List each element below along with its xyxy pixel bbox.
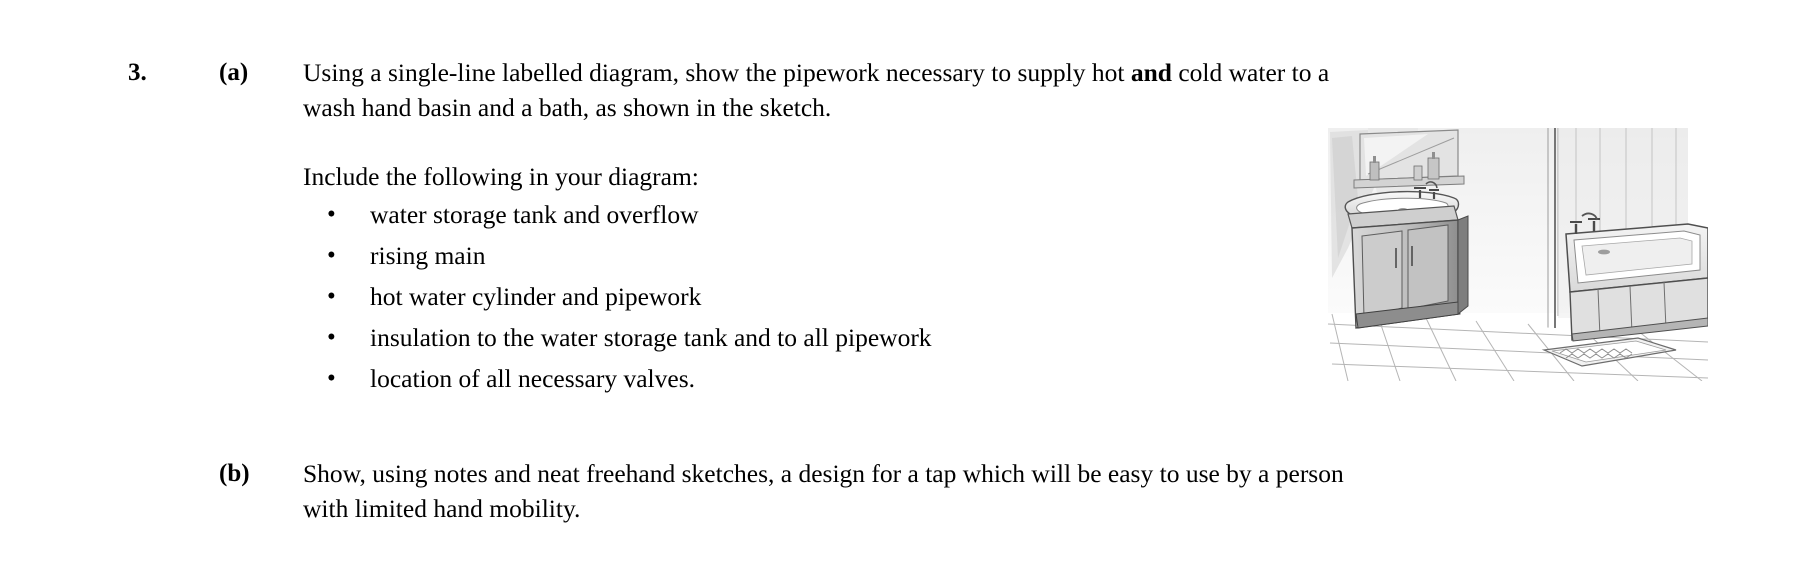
include-heading: Include the following in your diagram: bbox=[303, 162, 699, 191]
part-a-body bbox=[303, 55, 1363, 399]
part-a-intro-tail: cold water to a bbox=[1171, 58, 1330, 87]
bathroom-sketch-svg bbox=[1308, 128, 1708, 381]
bathroom-sketch bbox=[1308, 128, 1708, 381]
part-b-line2: with limited hand mobility. bbox=[303, 494, 581, 523]
part-b-body bbox=[303, 456, 1458, 526]
part-a-intro-lead: Using a single-line labelled diagram, show the pipework necessary to supply hot bbox=[303, 58, 1131, 87]
list-item: • rising main bbox=[303, 235, 1363, 276]
part-a-label: (a) bbox=[219, 59, 249, 86]
question-number: 3. bbox=[128, 59, 147, 86]
part-a-intro-emphasis: and bbox=[1130, 58, 1172, 87]
list-item: • location of all necessary valves. bbox=[303, 358, 1363, 399]
list-item: • hot water cylinder and pipework bbox=[303, 276, 1363, 317]
part-a-intro-line2: wash hand basin and a bath, as shown in the sketch. bbox=[303, 93, 832, 122]
part-a-intro bbox=[303, 55, 1363, 125]
requirements-list bbox=[303, 194, 1363, 399]
part-b-label: (b) bbox=[219, 460, 250, 487]
paragraph-spacer bbox=[303, 125, 1363, 159]
list-item: • insulation to the water storage tank and to all pipework bbox=[303, 317, 1363, 358]
part-b-line1: Show, using notes and neat freehand sketches, a design for a tap which will be easy to use by a person bbox=[303, 459, 1344, 488]
list-item: • water storage tank and overflow bbox=[303, 194, 1363, 235]
